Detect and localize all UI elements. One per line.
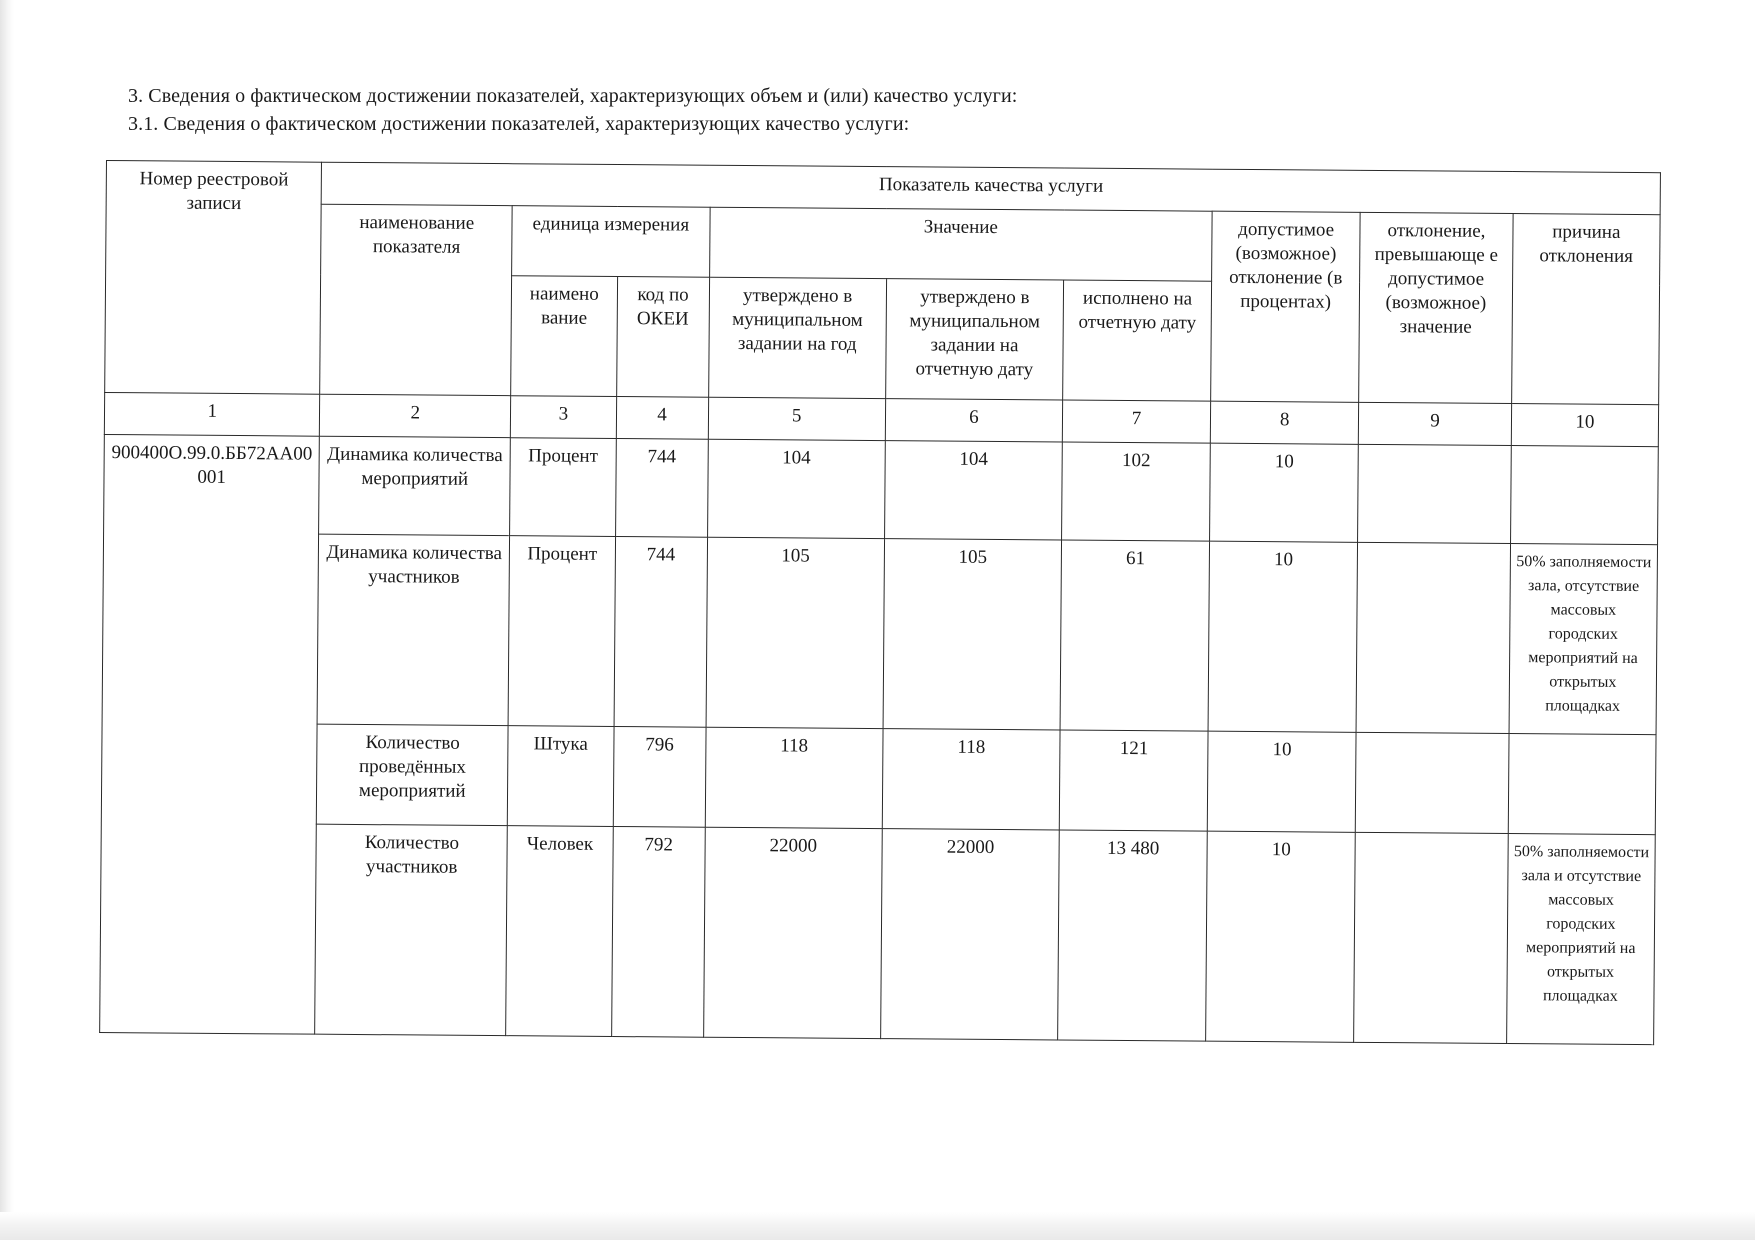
executed-cell: 102: [1062, 442, 1211, 541]
deviation-reason-cell: [1510, 446, 1658, 545]
header-quality-indicator: Показатель качества услуги: [322, 162, 1661, 215]
indicator-name-cell: Количество участников: [315, 824, 507, 1035]
unit-name-cell: Человек: [506, 826, 613, 1037]
column-number: 3: [510, 396, 616, 439]
executed-cell: 61: [1060, 540, 1210, 731]
header-row-middle: [106, 203, 1661, 285]
column-number: 5: [708, 397, 886, 440]
approved-date-cell: 104: [884, 441, 1062, 540]
column-number: 6: [885, 399, 1063, 442]
quality-indicators-table: [99, 160, 1661, 1045]
unit-name-cell: Процент: [508, 536, 615, 727]
approved-year-cell: 104: [707, 439, 885, 538]
unit-name-cell: Штука: [507, 726, 613, 827]
header-unit: единица измерения: [512, 206, 710, 278]
header-excess-deviation: отклонение, превышающе е допустимое (возможное) значение: [1359, 212, 1513, 403]
approved-year-cell: 22000: [703, 827, 882, 1038]
column-number: 2: [320, 394, 511, 437]
okei-code-cell: 792: [611, 827, 705, 1038]
column-number: 9: [1359, 402, 1512, 445]
header-approved-year: утверждено в муниципальном задании на год: [708, 277, 886, 398]
deviation-reason-cell: [1508, 734, 1656, 835]
quality-indicators-sheet: [99, 160, 1661, 1045]
table-row: [101, 722, 1656, 834]
okei-code-cell: 796: [613, 727, 706, 828]
indicator-name-cell: Динамика количества участников: [317, 534, 509, 725]
header-unit-name: наимено вание: [511, 276, 617, 397]
header-registry-number: Номер реестровой записи: [105, 161, 322, 395]
indicator-name-cell: Количество проведённых мероприятий: [317, 724, 508, 825]
subsection-heading: 3.1. Сведения о фактическом достижении показателей, характеризующих качество услуги:: [128, 113, 910, 135]
column-number: 1: [104, 392, 320, 436]
unit-name-cell: Процент: [510, 438, 616, 537]
header-okei-code: код по ОКЕИ: [616, 277, 709, 398]
allowed-deviation-cell: 10: [1207, 731, 1356, 832]
executed-cell: 121: [1059, 730, 1208, 831]
scan-edge-bottom: [0, 1212, 1755, 1240]
header-allowed-deviation: допустимое (возможное) отклонение (в процентах): [1211, 211, 1361, 402]
scan-edge-left: [0, 0, 14, 1240]
table-row: [100, 822, 1656, 1044]
excess-deviation-cell: [1355, 732, 1508, 833]
indicator-name-cell: Динамика количества мероприятий: [319, 436, 510, 535]
header-value: Значение: [709, 207, 1212, 281]
deviation-reason-cell: 50% заполняемости зала, отсутствие массовых городских мероприятий на открытых площадках: [1509, 544, 1658, 735]
excess-deviation-cell: [1354, 832, 1508, 1043]
registry-record-cell: 900400О.99.0.ББ72АА00001: [100, 434, 320, 1034]
allowed-deviation-cell: 10: [1208, 541, 1358, 732]
column-number: 10: [1511, 404, 1659, 447]
header-indicator-name: наименование показателя: [320, 204, 512, 395]
approved-year-cell: 118: [705, 727, 883, 828]
okei-code-cell: 744: [615, 439, 708, 538]
column-number: 8: [1210, 401, 1358, 444]
okei-code-cell: 744: [614, 537, 707, 728]
approved-date-cell: 105: [883, 539, 1062, 730]
allowed-deviation-cell: 10: [1210, 443, 1359, 542]
header-deviation-reason: причина отклонения: [1511, 214, 1660, 405]
approved-date-cell: 118: [882, 729, 1060, 830]
column-number: 7: [1062, 400, 1210, 443]
executed-cell: 13 480: [1058, 830, 1208, 1041]
column-number: 4: [616, 397, 708, 440]
approved-year-cell: 105: [706, 537, 885, 728]
deviation-reason-cell: 50% заполняемости зала и отсутствие массовых городских мероприятий на открытых площадках: [1506, 834, 1655, 1045]
section-heading: 3. Сведения о фактическом достижении показателей, характеризующих объем и (или) качество услуги:: [128, 85, 1018, 107]
excess-deviation-cell: [1356, 542, 1510, 733]
approved-date-cell: 22000: [880, 829, 1059, 1040]
table-row: [102, 532, 1657, 734]
header-executed-date: исполнено на отчетную дату: [1063, 280, 1212, 401]
table-row: [104, 434, 1659, 544]
excess-deviation-cell: [1358, 444, 1511, 543]
header-approved-date: утверждено в муниципальном задании на отчетную дату: [885, 279, 1063, 400]
allowed-deviation-cell: 10: [1206, 831, 1356, 1042]
